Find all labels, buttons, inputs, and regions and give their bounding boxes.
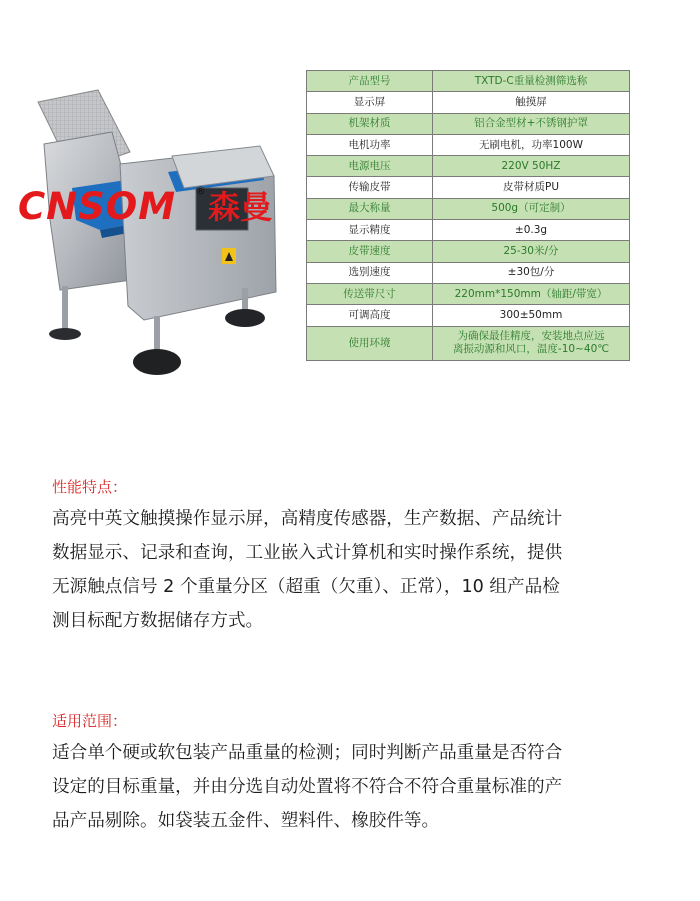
spec-value: 触摸屏 xyxy=(433,92,630,113)
scope-line: 适合单个硬或软包装产品重量的检测；同时判断产品重量是否符合 xyxy=(52,743,563,763)
spec-value: ±30包/分 xyxy=(433,262,630,283)
checkweigher-machine-illustration xyxy=(20,80,305,390)
spec-row xyxy=(307,305,630,326)
spec-key: 产品型号 xyxy=(307,71,433,92)
spec-row xyxy=(307,92,630,113)
spec-key: 选别速度 xyxy=(307,262,433,283)
brand-logo-latin: CNSOM xyxy=(18,185,177,228)
spec-value: 220V 50HZ xyxy=(433,156,630,177)
spec-row xyxy=(307,156,630,177)
scope-line: 品产品剔除。如袋装五金件、塑料件、橡胶件等。 xyxy=(52,811,440,831)
spec-key: 电机功率 xyxy=(307,134,433,155)
spec-key: 传送带尺寸 xyxy=(307,283,433,304)
spec-value: 25-30米/分 xyxy=(433,241,630,262)
features-paragraph xyxy=(52,502,642,638)
spec-value: 皮带材质PU xyxy=(433,177,630,198)
spec-row xyxy=(307,113,630,134)
product-photo xyxy=(20,80,305,390)
brand-logo xyxy=(18,186,300,228)
features-line: 数据显示、记录和查询，工业嵌入式计算机和实时操作系统，提供 xyxy=(52,543,563,563)
spec-key: 传输皮带 xyxy=(307,177,433,198)
spec-row xyxy=(307,134,630,155)
spec-row xyxy=(307,283,630,304)
brand-logo-chinese: 森曼 xyxy=(208,188,273,226)
spec-table-body xyxy=(307,71,630,361)
registered-mark: ® xyxy=(195,184,206,197)
spec-value: 500g（可定制） xyxy=(433,198,630,219)
spec-value: ±0.3g xyxy=(433,220,630,241)
spec-row xyxy=(307,326,630,360)
spec-value: 无刷电机，功率100W xyxy=(433,134,630,155)
features-line: 高亮中英文触摸操作显示屏，高精度传感器，生产数据、产品统计 xyxy=(52,509,563,529)
scope-heading: 适用范围： xyxy=(52,712,128,730)
spec-row xyxy=(307,241,630,262)
spec-row xyxy=(307,71,630,92)
spec-key: 使用环境 xyxy=(307,326,433,360)
spec-key: 电源电压 xyxy=(307,156,433,177)
spec-value: 为确保最佳精度，安装地点应远 离振动源和风口，温度-10~40℃ xyxy=(433,326,630,360)
scope-line: 设定的目标重量，并由分选自动处置将不符合不符合重量标准的产 xyxy=(52,777,563,797)
spec-row xyxy=(307,198,630,219)
features-line: 测目标配方数据储存方式。 xyxy=(52,611,264,631)
spec-row xyxy=(307,262,630,283)
spec-key: 最大称量 xyxy=(307,198,433,219)
spec-value: 300±50mm xyxy=(433,305,630,326)
scope-paragraph xyxy=(52,736,642,838)
spec-key: 皮带速度 xyxy=(307,241,433,262)
spec-row xyxy=(307,177,630,198)
spec-value: 铝合金型材+不锈钢护罩 xyxy=(433,113,630,134)
features-line: 无源触点信号 2 个重量分区（超重（欠重）、正常），10 组产品检 xyxy=(52,577,560,597)
spec-value: 220mm*150mm（轴距/带宽） xyxy=(433,283,630,304)
spec-key: 显示屏 xyxy=(307,92,433,113)
spec-value: TXTD-C重量检测筛选称 xyxy=(433,71,630,92)
spec-key: 机架材质 xyxy=(307,113,433,134)
features-heading: 性能特点： xyxy=(52,478,128,496)
spec-table xyxy=(306,70,630,361)
spec-key: 显示精度 xyxy=(307,220,433,241)
spec-key: 可调高度 xyxy=(307,305,433,326)
spec-row xyxy=(307,220,630,241)
